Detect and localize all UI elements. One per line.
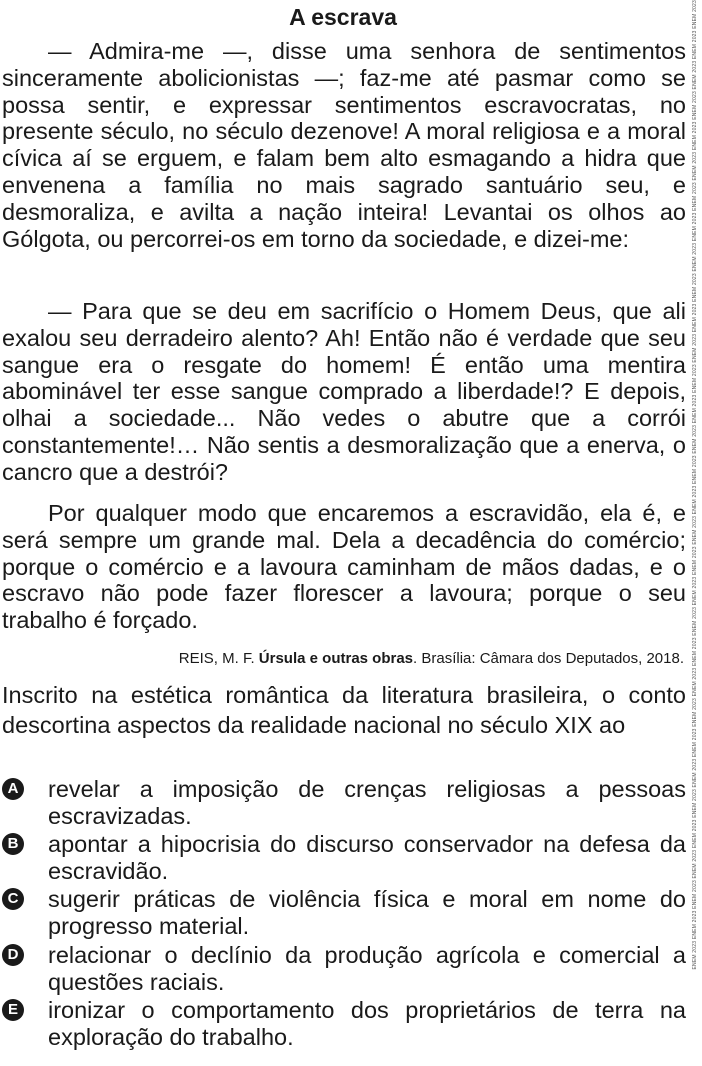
page-title: A escrava [289,4,397,30]
option-e[interactable] [2,997,686,1050]
side-watermark-text: ENEM 2023 ENEM 2023 ENEM 2023 ENEM 2023 ENEM 2023 ENEM 2023 ENEM 2023 ENEM 2023 ENEM 2023 ENEM 2023 ENEM 2023 ENEM 2023 ENEM 2023 ENEM 2023 ENEM 2023 ENEM 2023 ENEM 2023 ENEM 2023 ENEM 2023 ENEM 2023 ENEM 2023 ENEM 2023 ENEM 2023 ENEM 2023 ENEM 2023 ENEM 2023 ENEM 2023 ENEM 2023 ENEM 2023 ENEM 2023 ENEM 2023 ENEM 2023 [692,0,698,970]
side-watermark [691,0,700,1066]
option-d[interactable] [2,942,686,995]
paragraph-1: — Admira-me —, disse uma senhora de sentimentos sinceramente abolicionistas —; faz-me até pasmar como se possa sentir, e expressar sentimentos escravocratas, no presente século, no século dezenove! A moral religiosa e a moral cívica aí se erguem, e falam bem alto esmagando a hidra que envenena a família no mais sagrado santuário seu, e desmoraliza, e avilta a nação inteira! Levantai os olhos ao Gólgota, ou percorrei-os em torno da sociedade, e dizei-me: [2,38,686,252]
citation-author: REIS, M. F. [178,650,255,667]
option-b[interactable] [2,831,686,884]
option-c-letter: C [2,888,24,910]
option-e-letter: E [2,999,24,1021]
option-a[interactable] [2,776,686,829]
citation-work: Úrsula e outras obras [258,650,414,667]
question-stem: Inscrito na estética romântica da literatura brasileira, o conto descortina aspectos da realidade nacional no século XIX ao [2,682,686,738]
option-c-text: sugerir práticas de violência física e moral em nome do progresso material. [48,886,686,939]
citation-rest: . Brasília: Câmara dos Deputados, 2018. [413,650,684,667]
paragraph-3: Por qualquer modo que encaremos a escravidão, ela é, e será sempre um grande mal. Dela a decadência do comércio; porque o comércio e a lavoura caminham de mãos dadas, e o escravo não pode fazer florescer a lavoura; porque o seu trabalho é forçado. [2,500,686,634]
paragraph-2: — Para que se deu em sacrifício o Homem Deus, que ali exalou seu derradeiro alento? Ah! Então não é verdade que seu sangue era o resgate do homem! É então uma mentira abominável ter esse sangue comprado a liberdade!? E depois, olhai a sociedade... Não vedes o abutre que a corrói constantemente!… Não sentis a desmoralização que a enerva, o cancro que a destrói? [2,298,686,485]
option-b-text: apontar a hipocrisia do discurso conservador na defesa da escravidão. [48,831,686,884]
option-a-text: revelar a imposição de crenças religiosas a pessoas escravizadas. [48,776,686,829]
option-e-text: ironizar o comportamento dos proprietários de terra na exploração do trabalho. [48,997,686,1050]
option-c[interactable] [2,886,686,939]
option-d-letter: D [2,944,24,966]
option-b-letter: B [2,833,24,855]
option-a-letter: A [2,778,24,800]
option-d-text: relacionar o declínio da produção agrícola e comercial a questões raciais. [48,942,686,995]
citation [179,650,684,668]
